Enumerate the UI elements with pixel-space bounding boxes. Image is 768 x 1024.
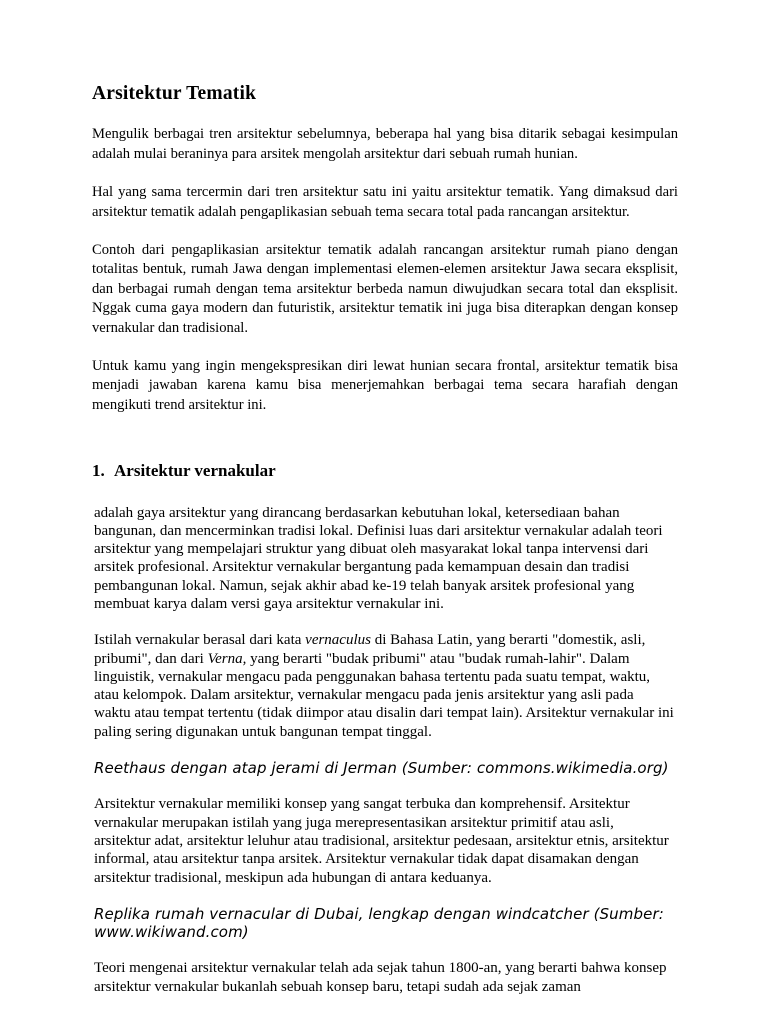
image-caption-dubai: Replika rumah vernacular di Dubai, lengkap dengan windcatcher (Sumber: www.wikiwand.com) — [94, 904, 664, 942]
intro-section — [92, 125, 678, 415]
paragraph-2-text-part-2: di Bahasa Latin, yang berarti "domestik, asli, pribumi", dan dari — [94, 632, 646, 667]
image-caption-reethaus: Reethaus dengan atap jerami di Jerman (Sumber: commons.wikimedia.org) — [94, 759, 669, 778]
latin-term-vernaculus: vernaculus — [305, 632, 371, 649]
paragraph-2-text-part-1: Istilah vernakular berasal dari kata — [94, 632, 306, 649]
page-title: Arsitektur Tematik — [92, 83, 257, 104]
section-body-vernakular — [94, 504, 674, 997]
paragraph-2-text-part-3: yang berarti "budak pribumi" atau "budak rumah-lahir". Dalam linguistik, vernakular mengacu pada penggunakan bahasa tertentu pada suatu tempat, waktu, atau kelompok. Dalam arsitektur, vernakular mengacu pada jenis arsitektur yang asli pada waktu atau tempat tertentu (tidak diimpor atau disalin dari tempat lain). Arsitektur vernakular ini paling sering digunakan untuk bangunan tempat tinggal. — [94, 650, 674, 740]
intro-paragraph-2: Hal yang sama tercermin dari tren arsitektur satu ini yaitu arsitektur tematik. Yang dimaksud dari arsitektur tematik adalah pengaplikasian sebuah tema secara total pada rancangan arsitektur. — [92, 184, 678, 220]
section-heading-vernakular — [92, 460, 678, 481]
section-paragraph-4: Teori mengenai arsitektur vernakular telah ada sejak tahun 1800-an, yang berarti bahwa konsep arsitektur vernakular bukanlah sebuah konsep baru, tetapi sudah ada sejak zaman — [94, 960, 667, 995]
page-content — [92, 82, 678, 996]
intro-paragraph-3: Contoh dari pengaplikasian arsitektur tematik adalah rancangan arsitektur rumah piano dengan totalitas bentuk, rumah Jawa dengan implementasi elemen-elemen arsitektur Jawa secara eksplisit, dan berbagai rumah dengan tema arsitektur berbeda namun diwujudkan secara total dan eksplisit. Nggak cuma gaya modern dan futuristik, arsitektur tematik ini juga bisa diterapkan dengan konsep vernakular dan tradisional. — [92, 242, 678, 336]
section-paragraph-2 — [94, 631, 674, 741]
latin-term-verna: Verna, — [207, 650, 247, 667]
section-number: 1. — [92, 461, 105, 481]
intro-paragraph-4: Untuk kamu yang ingin mengekspresikan diri lewat hunian secara frontal, arsitektur tematik bisa menjadi jawaban karena kamu bisa menerjemahkan berbagai tema secara harafiah dengan mengikuti trend arsitektur ini. — [92, 358, 678, 413]
section-paragraph-3: Arsitektur vernakular memiliki konsep yang sangat terbuka dan komprehensif. Arsitektur vernakular merupakan istilah yang juga merepresentasikan arsitektur primitif atau asli, arsitektur adat, arsitektur leluhur atau tradisional, arsitektur pedesaan, arsitektur etnis, arsitektur informal, atau arsitektur tanpa arsitek. Arsitektur vernakular tidak dapat disamakan dengan arsitektur tradisional, meskipun ada hubungan di antara keduanya. — [94, 796, 669, 886]
section-heading-label: Arsitektur vernakular — [114, 461, 276, 481]
intro-paragraph-1: Mengulik berbagai tren arsitektur sebelumnya, beberapa hal yang bisa ditarik sebagai kesimpulan adalah mulai beraninya para arsitek mengolah arsitektur dari sebuah rumah hunian. — [92, 126, 678, 162]
section-paragraph-1: adalah gaya arsitektur yang dirancang berdasarkan kebutuhan lokal, ketersediaan bahan bangunan, dan mencerminkan tradisi lokal. Definisi luas dari arsitektur vernakular adalah teori arsitektur yang mempelajari struktur yang dibuat oleh masyarakat lokal tanpa intervensi dari arsitek profesional. Arsitektur vernakular bergantung pada kemampuan desain dan tradisi pembangunan lokal. Namun, sejak akhir abad ke-19 telah banyak arsitek profesional yang membuat karya dalam versi gaya arsitektur vernakular ini. — [94, 504, 663, 612]
